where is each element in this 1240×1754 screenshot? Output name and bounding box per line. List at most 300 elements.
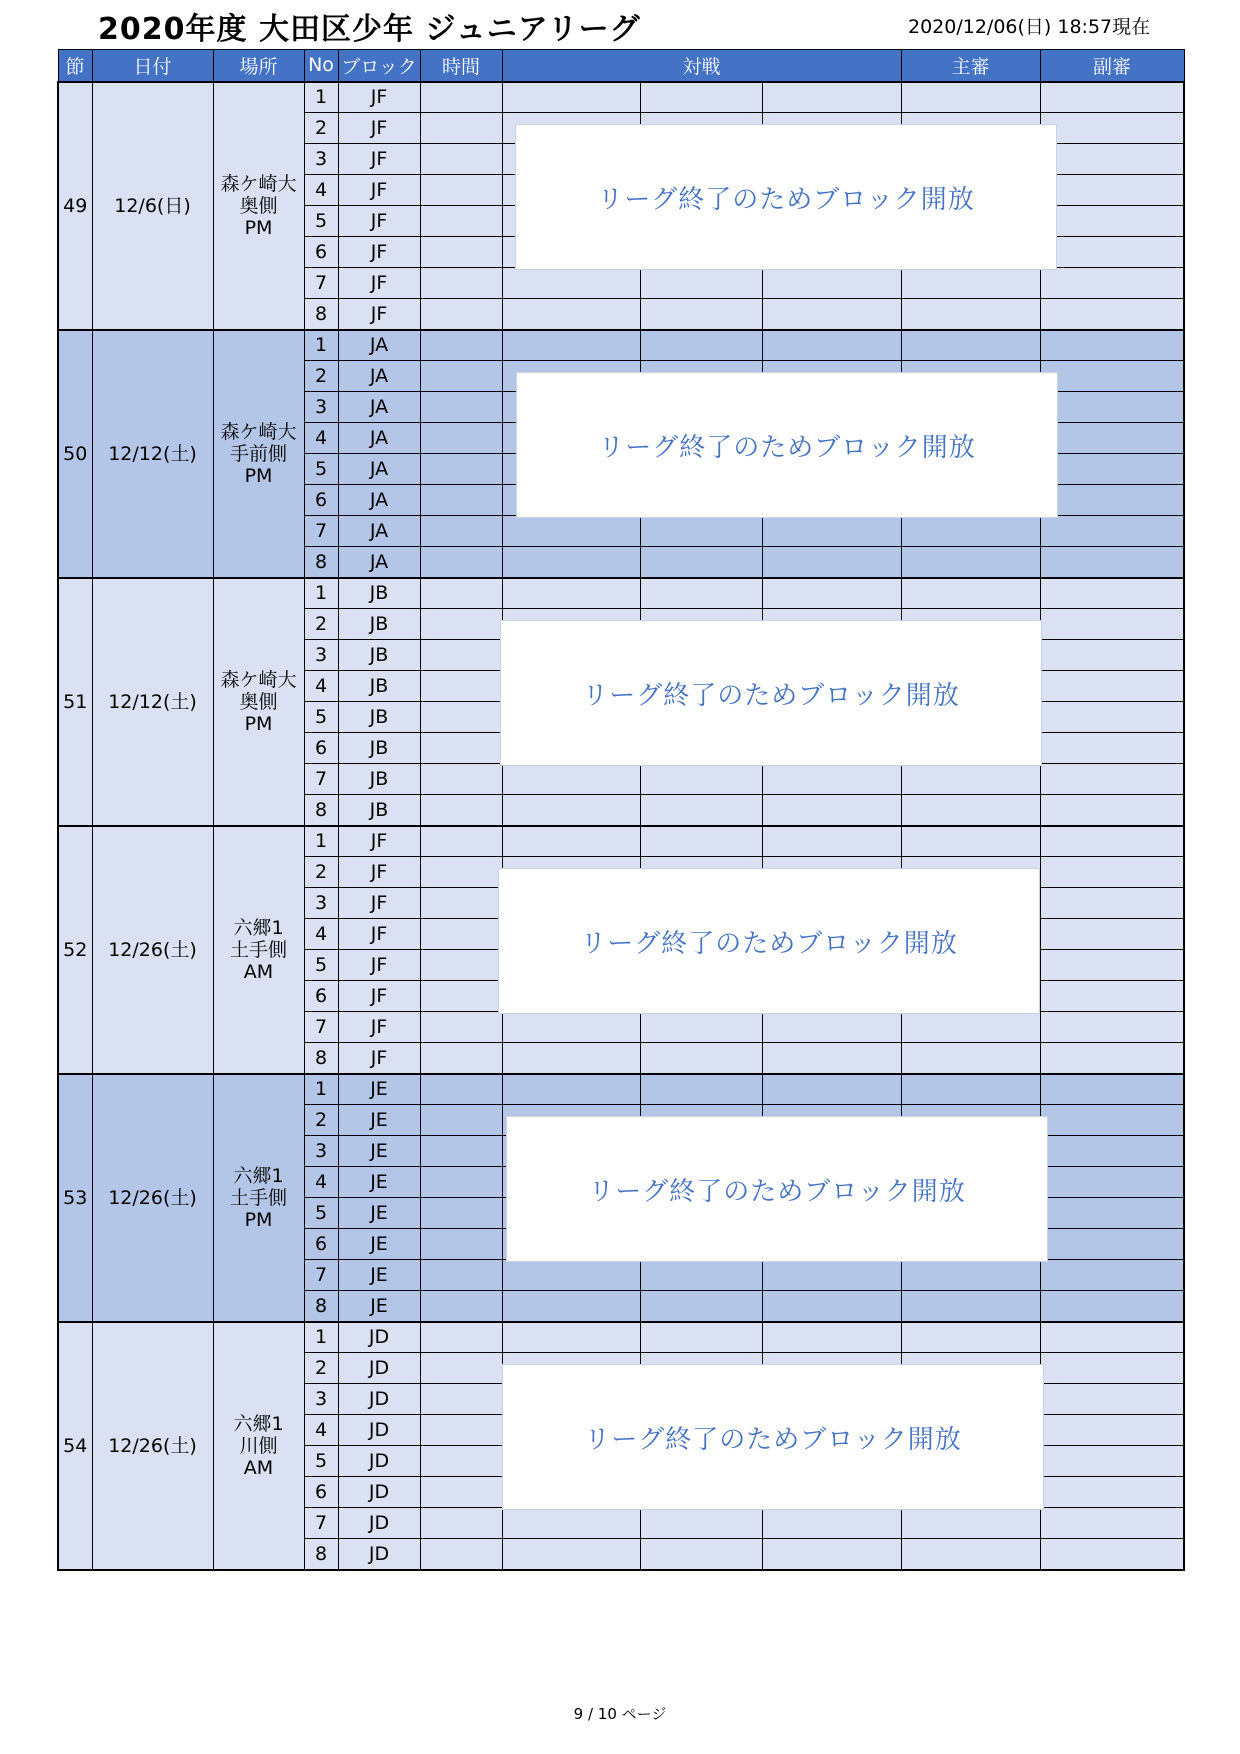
time-cell xyxy=(420,206,502,237)
sub-referee-cell xyxy=(1040,578,1184,609)
match-team-a-cell xyxy=(502,826,640,857)
sub-referee-cell xyxy=(1040,547,1184,578)
match-number: 8 xyxy=(304,1291,338,1322)
match-number: 8 xyxy=(304,1043,338,1074)
match-number: 1 xyxy=(304,578,338,609)
match-team-b-cell xyxy=(762,578,901,609)
round-venue xyxy=(213,1322,304,1570)
match-number: 7 xyxy=(304,516,338,547)
match-team-b-cell xyxy=(762,1508,901,1539)
match-number: 4 xyxy=(304,175,338,206)
venue-line: 奥側 xyxy=(239,194,278,217)
referee-cell xyxy=(901,1322,1040,1353)
match-vs-cell xyxy=(640,1260,762,1291)
venue-line: 土手側 xyxy=(229,1186,287,1209)
venue-line: 奥側 xyxy=(239,690,278,713)
block-code: JF xyxy=(338,82,420,113)
time-cell xyxy=(420,1136,502,1167)
sub-referee-cell xyxy=(1040,361,1184,392)
match-vs-cell xyxy=(640,1074,762,1105)
block-released-notice: リーグ終了のためブロック開放 xyxy=(502,1364,1044,1510)
round-venue xyxy=(213,578,304,826)
block-code: JB xyxy=(338,764,420,795)
round-number: 51 xyxy=(58,578,92,826)
block-released-notice: リーグ終了のためブロック開放 xyxy=(516,372,1058,518)
match-team-a-cell xyxy=(502,268,640,299)
block-code: JF xyxy=(338,175,420,206)
round-number: 52 xyxy=(58,826,92,1074)
time-cell xyxy=(420,423,502,454)
match-number: 3 xyxy=(304,144,338,175)
sub-referee-cell xyxy=(1040,1012,1184,1043)
match-number: 7 xyxy=(304,1012,338,1043)
match-team-b-cell xyxy=(762,82,901,113)
time-cell xyxy=(420,144,502,175)
match-number: 4 xyxy=(304,1167,338,1198)
referee-cell xyxy=(901,1539,1040,1570)
col-header-time: 時間 xyxy=(420,50,502,82)
block-code: JE xyxy=(338,1136,420,1167)
time-cell xyxy=(420,82,502,113)
block-code: JE xyxy=(338,1167,420,1198)
match-number: 1 xyxy=(304,826,338,857)
time-cell xyxy=(420,1074,502,1105)
venue-line: PM xyxy=(244,1208,273,1231)
sub-referee-cell xyxy=(1040,392,1184,423)
block-code: JF xyxy=(338,237,420,268)
venue-line: 川側 xyxy=(239,1434,278,1457)
match-team-b-cell xyxy=(762,826,901,857)
match-number: 4 xyxy=(304,1415,338,1446)
sub-referee-cell xyxy=(1040,1105,1184,1136)
time-cell xyxy=(420,113,502,144)
venue-line: PM xyxy=(244,464,273,487)
match-number: 1 xyxy=(304,1322,338,1353)
block-code: JF xyxy=(338,299,420,330)
table-row xyxy=(58,578,1184,609)
venue-line: 六郷1 xyxy=(233,1164,284,1187)
match-vs-cell xyxy=(640,330,762,361)
match-team-a-cell xyxy=(502,1260,640,1291)
match-team-b-cell xyxy=(762,299,901,330)
block-code: JA xyxy=(338,361,420,392)
block-code: JA xyxy=(338,330,420,361)
match-vs-cell xyxy=(640,578,762,609)
block-code: JB xyxy=(338,733,420,764)
match-team-b-cell xyxy=(762,1291,901,1322)
col-header-referee: 主審 xyxy=(901,50,1040,82)
page-number: 9 / 10 ページ xyxy=(573,1705,667,1723)
match-team-a-cell xyxy=(502,1043,640,1074)
block-code: JE xyxy=(338,1291,420,1322)
col-header-venue: 場所 xyxy=(213,50,304,82)
sub-referee-cell xyxy=(1040,640,1184,671)
match-number: 5 xyxy=(304,1198,338,1229)
sub-referee-cell xyxy=(1040,299,1184,330)
sub-referee-cell xyxy=(1040,1539,1184,1570)
sub-referee-cell xyxy=(1040,175,1184,206)
match-team-b-cell xyxy=(762,1074,901,1105)
match-number: 1 xyxy=(304,330,338,361)
time-cell xyxy=(420,857,502,888)
sub-referee-cell xyxy=(1040,485,1184,516)
time-cell xyxy=(420,733,502,764)
col-header-match: 対戦 xyxy=(502,50,901,82)
sub-referee-cell xyxy=(1040,330,1184,361)
match-number: 6 xyxy=(304,1229,338,1260)
time-cell xyxy=(420,1477,502,1508)
match-team-b-cell xyxy=(762,1012,901,1043)
match-number: 5 xyxy=(304,702,338,733)
venue-line: 六郷1 xyxy=(233,916,284,939)
time-cell xyxy=(420,1508,502,1539)
venue-line: 手前側 xyxy=(229,442,287,465)
match-vs-cell xyxy=(640,826,762,857)
referee-cell xyxy=(901,764,1040,795)
referee-cell xyxy=(901,1508,1040,1539)
sub-referee-cell xyxy=(1040,1043,1184,1074)
match-team-b-cell xyxy=(762,1322,901,1353)
block-code: JF xyxy=(338,826,420,857)
round-date: 12/26(土) xyxy=(92,826,213,1074)
match-vs-cell xyxy=(640,1291,762,1322)
match-team-a-cell xyxy=(502,1322,640,1353)
round-date: 12/6(日) xyxy=(92,82,213,330)
sub-referee-cell xyxy=(1040,1446,1184,1477)
sub-referee-cell xyxy=(1040,1353,1184,1384)
sub-referee-cell xyxy=(1040,609,1184,640)
match-vs-cell xyxy=(640,1043,762,1074)
block-released-notice: リーグ終了のためブロック開放 xyxy=(506,1116,1048,1262)
match-number: 2 xyxy=(304,113,338,144)
round-venue xyxy=(213,826,304,1074)
sub-referee-cell xyxy=(1040,454,1184,485)
match-team-b-cell xyxy=(762,1043,901,1074)
referee-cell xyxy=(901,299,1040,330)
match-number: 4 xyxy=(304,423,338,454)
match-team-b-cell xyxy=(762,795,901,826)
header-row xyxy=(58,50,1184,82)
sub-referee-cell xyxy=(1040,795,1184,826)
col-header-sub-referee: 副審 xyxy=(1040,50,1184,82)
time-cell xyxy=(420,1291,502,1322)
venue-line: PM xyxy=(244,712,273,735)
time-cell xyxy=(420,609,502,640)
time-cell xyxy=(420,578,502,609)
sub-referee-cell xyxy=(1040,82,1184,113)
block-code: JF xyxy=(338,206,420,237)
venue-line: AM xyxy=(243,1456,274,1479)
match-vs-cell xyxy=(640,1508,762,1539)
match-number: 6 xyxy=(304,981,338,1012)
block-code: JB xyxy=(338,578,420,609)
match-number: 8 xyxy=(304,299,338,330)
time-cell xyxy=(420,1198,502,1229)
time-cell xyxy=(420,237,502,268)
time-cell xyxy=(420,764,502,795)
venue-line: 土手側 xyxy=(229,938,287,961)
venue-line: PM xyxy=(244,216,273,239)
block-code: JE xyxy=(338,1229,420,1260)
match-team-a-cell xyxy=(502,795,640,826)
time-cell xyxy=(420,268,502,299)
block-code: JB xyxy=(338,609,420,640)
match-team-b-cell xyxy=(762,330,901,361)
sub-referee-cell xyxy=(1040,764,1184,795)
round-date: 12/12(土) xyxy=(92,578,213,826)
block-code: JA xyxy=(338,485,420,516)
block-code: JE xyxy=(338,1105,420,1136)
sub-referee-cell xyxy=(1040,423,1184,454)
referee-cell xyxy=(901,795,1040,826)
time-cell xyxy=(420,299,502,330)
match-vs-cell xyxy=(640,547,762,578)
referee-cell xyxy=(901,578,1040,609)
table-row xyxy=(58,826,1184,857)
match-number: 8 xyxy=(304,1539,338,1570)
block-code: JF xyxy=(338,268,420,299)
time-cell xyxy=(420,1229,502,1260)
referee-cell xyxy=(901,1012,1040,1043)
time-cell xyxy=(420,919,502,950)
block-code: JD xyxy=(338,1446,420,1477)
match-vs-cell xyxy=(640,299,762,330)
block-code: JB xyxy=(338,795,420,826)
referee-cell xyxy=(901,1260,1040,1291)
block-code: JD xyxy=(338,1508,420,1539)
sub-referee-cell xyxy=(1040,702,1184,733)
time-cell xyxy=(420,640,502,671)
round-number: 53 xyxy=(58,1074,92,1322)
time-cell xyxy=(420,330,502,361)
page-title: 2020年度 大田区少年 ジュニアリーグ xyxy=(98,12,641,47)
match-vs-cell xyxy=(640,268,762,299)
sub-referee-cell xyxy=(1040,268,1184,299)
referee-cell xyxy=(901,268,1040,299)
round-venue xyxy=(213,82,304,330)
venue-line: 森ケ崎大 xyxy=(220,668,297,691)
match-number: 2 xyxy=(304,1353,338,1384)
block-code: JA xyxy=(338,516,420,547)
as-of-timestamp: 2020/12/06(日) 18:57現在 xyxy=(908,16,1151,38)
block-code: JD xyxy=(338,1539,420,1570)
block-code: JF xyxy=(338,1012,420,1043)
block-code: JF xyxy=(338,950,420,981)
match-team-a-cell xyxy=(502,299,640,330)
match-team-a-cell xyxy=(502,547,640,578)
match-number: 3 xyxy=(304,1136,338,1167)
match-team-b-cell xyxy=(762,268,901,299)
time-cell xyxy=(420,1353,502,1384)
venue-line: AM xyxy=(243,960,274,983)
match-number: 2 xyxy=(304,1105,338,1136)
match-number: 7 xyxy=(304,1260,338,1291)
time-cell xyxy=(420,1167,502,1198)
match-number: 6 xyxy=(304,733,338,764)
match-team-a-cell xyxy=(502,1291,640,1322)
match-team-b-cell xyxy=(762,764,901,795)
block-code: JA xyxy=(338,547,420,578)
referee-cell xyxy=(901,1291,1040,1322)
sub-referee-cell xyxy=(1040,888,1184,919)
round-date: 12/26(土) xyxy=(92,1074,213,1322)
match-team-a-cell xyxy=(502,578,640,609)
block-code: JF xyxy=(338,857,420,888)
block-code: JD xyxy=(338,1415,420,1446)
block-code: JB xyxy=(338,702,420,733)
match-number: 4 xyxy=(304,919,338,950)
round-venue xyxy=(213,330,304,578)
block-code: JA xyxy=(338,423,420,454)
match-number: 7 xyxy=(304,268,338,299)
match-team-a-cell xyxy=(502,1508,640,1539)
match-number: 3 xyxy=(304,640,338,671)
match-vs-cell xyxy=(640,1539,762,1570)
referee-cell xyxy=(901,1043,1040,1074)
match-number: 1 xyxy=(304,82,338,113)
sub-referee-cell xyxy=(1040,516,1184,547)
time-cell xyxy=(420,795,502,826)
match-number: 2 xyxy=(304,609,338,640)
block-code: JD xyxy=(338,1477,420,1508)
block-code: JF xyxy=(338,888,420,919)
sub-referee-cell xyxy=(1040,950,1184,981)
time-cell xyxy=(420,454,502,485)
match-vs-cell xyxy=(640,764,762,795)
match-number: 8 xyxy=(304,795,338,826)
match-number: 3 xyxy=(304,888,338,919)
sub-referee-cell xyxy=(1040,113,1184,144)
match-team-b-cell xyxy=(762,1539,901,1570)
sub-referee-cell xyxy=(1040,1260,1184,1291)
sub-referee-cell xyxy=(1040,919,1184,950)
table-row xyxy=(58,82,1184,113)
time-cell xyxy=(420,392,502,423)
referee-cell xyxy=(901,82,1040,113)
referee-cell xyxy=(901,1074,1040,1105)
col-header-setsu: 節 xyxy=(58,50,92,82)
sub-referee-cell xyxy=(1040,671,1184,702)
sub-referee-cell xyxy=(1040,1508,1184,1539)
round-date: 12/26(土) xyxy=(92,1322,213,1570)
match-team-a-cell xyxy=(502,1012,640,1043)
match-team-a-cell xyxy=(502,82,640,113)
referee-cell xyxy=(901,516,1040,547)
time-cell xyxy=(420,1446,502,1477)
block-code: JE xyxy=(338,1260,420,1291)
time-cell xyxy=(420,950,502,981)
time-cell xyxy=(420,888,502,919)
time-cell xyxy=(420,1322,502,1353)
time-cell xyxy=(420,981,502,1012)
block-released-notice: リーグ終了のためブロック開放 xyxy=(500,620,1042,766)
sub-referee-cell xyxy=(1040,1229,1184,1260)
time-cell xyxy=(420,175,502,206)
match-number: 6 xyxy=(304,237,338,268)
match-number: 5 xyxy=(304,1446,338,1477)
block-code: JF xyxy=(338,144,420,175)
col-header-no: No xyxy=(304,50,338,82)
block-code: JB xyxy=(338,671,420,702)
venue-line: 六郷1 xyxy=(233,1412,284,1435)
match-vs-cell xyxy=(640,795,762,826)
match-team-a-cell xyxy=(502,330,640,361)
block-released-notice: リーグ終了のためブロック開放 xyxy=(498,868,1040,1014)
match-team-a-cell xyxy=(502,764,640,795)
time-cell xyxy=(420,516,502,547)
referee-cell xyxy=(901,547,1040,578)
sub-referee-cell xyxy=(1040,144,1184,175)
round-number: 54 xyxy=(58,1322,92,1570)
round-venue xyxy=(213,1074,304,1322)
match-number: 6 xyxy=(304,485,338,516)
match-number: 3 xyxy=(304,392,338,423)
match-number: 7 xyxy=(304,764,338,795)
round-number: 50 xyxy=(58,330,92,578)
match-team-b-cell xyxy=(762,516,901,547)
match-number: 6 xyxy=(304,1477,338,1508)
time-cell xyxy=(420,1384,502,1415)
match-team-a-cell xyxy=(502,516,640,547)
sub-referee-cell xyxy=(1040,1198,1184,1229)
block-code: JD xyxy=(338,1353,420,1384)
time-cell xyxy=(420,1105,502,1136)
match-number: 8 xyxy=(304,547,338,578)
time-cell xyxy=(420,702,502,733)
block-code: JE xyxy=(338,1198,420,1229)
table-row xyxy=(58,1074,1184,1105)
match-vs-cell xyxy=(640,516,762,547)
block-code: JA xyxy=(338,454,420,485)
sub-referee-cell xyxy=(1040,981,1184,1012)
round-number: 49 xyxy=(58,82,92,330)
block-code: JE xyxy=(338,1074,420,1105)
sub-referee-cell xyxy=(1040,1291,1184,1322)
match-number: 1 xyxy=(304,1074,338,1105)
block-code: JF xyxy=(338,113,420,144)
sub-referee-cell xyxy=(1040,1074,1184,1105)
referee-cell xyxy=(901,826,1040,857)
time-cell xyxy=(420,547,502,578)
match-team-a-cell xyxy=(502,1539,640,1570)
match-team-b-cell xyxy=(762,547,901,578)
match-team-b-cell xyxy=(762,1260,901,1291)
sub-referee-cell xyxy=(1040,1167,1184,1198)
venue-line: 森ケ崎大 xyxy=(220,420,297,443)
sub-referee-cell xyxy=(1040,826,1184,857)
sub-referee-cell xyxy=(1040,1477,1184,1508)
match-vs-cell xyxy=(640,1322,762,1353)
referee-cell xyxy=(901,330,1040,361)
sub-referee-cell xyxy=(1040,857,1184,888)
sub-referee-cell xyxy=(1040,1415,1184,1446)
schedule-table xyxy=(57,49,1185,1571)
block-code: JD xyxy=(338,1384,420,1415)
time-cell xyxy=(420,485,502,516)
col-header-block: ブロック xyxy=(338,50,420,82)
match-number: 4 xyxy=(304,671,338,702)
block-code: JF xyxy=(338,1043,420,1074)
block-code: JF xyxy=(338,919,420,950)
sub-referee-cell xyxy=(1040,206,1184,237)
sub-referee-cell xyxy=(1040,1136,1184,1167)
match-number: 5 xyxy=(304,950,338,981)
match-number: 5 xyxy=(304,454,338,485)
match-vs-cell xyxy=(640,1012,762,1043)
block-released-notice: リーグ終了のためブロック開放 xyxy=(515,124,1057,270)
venue-line: 森ケ崎大 xyxy=(220,172,297,195)
match-number: 3 xyxy=(304,1384,338,1415)
